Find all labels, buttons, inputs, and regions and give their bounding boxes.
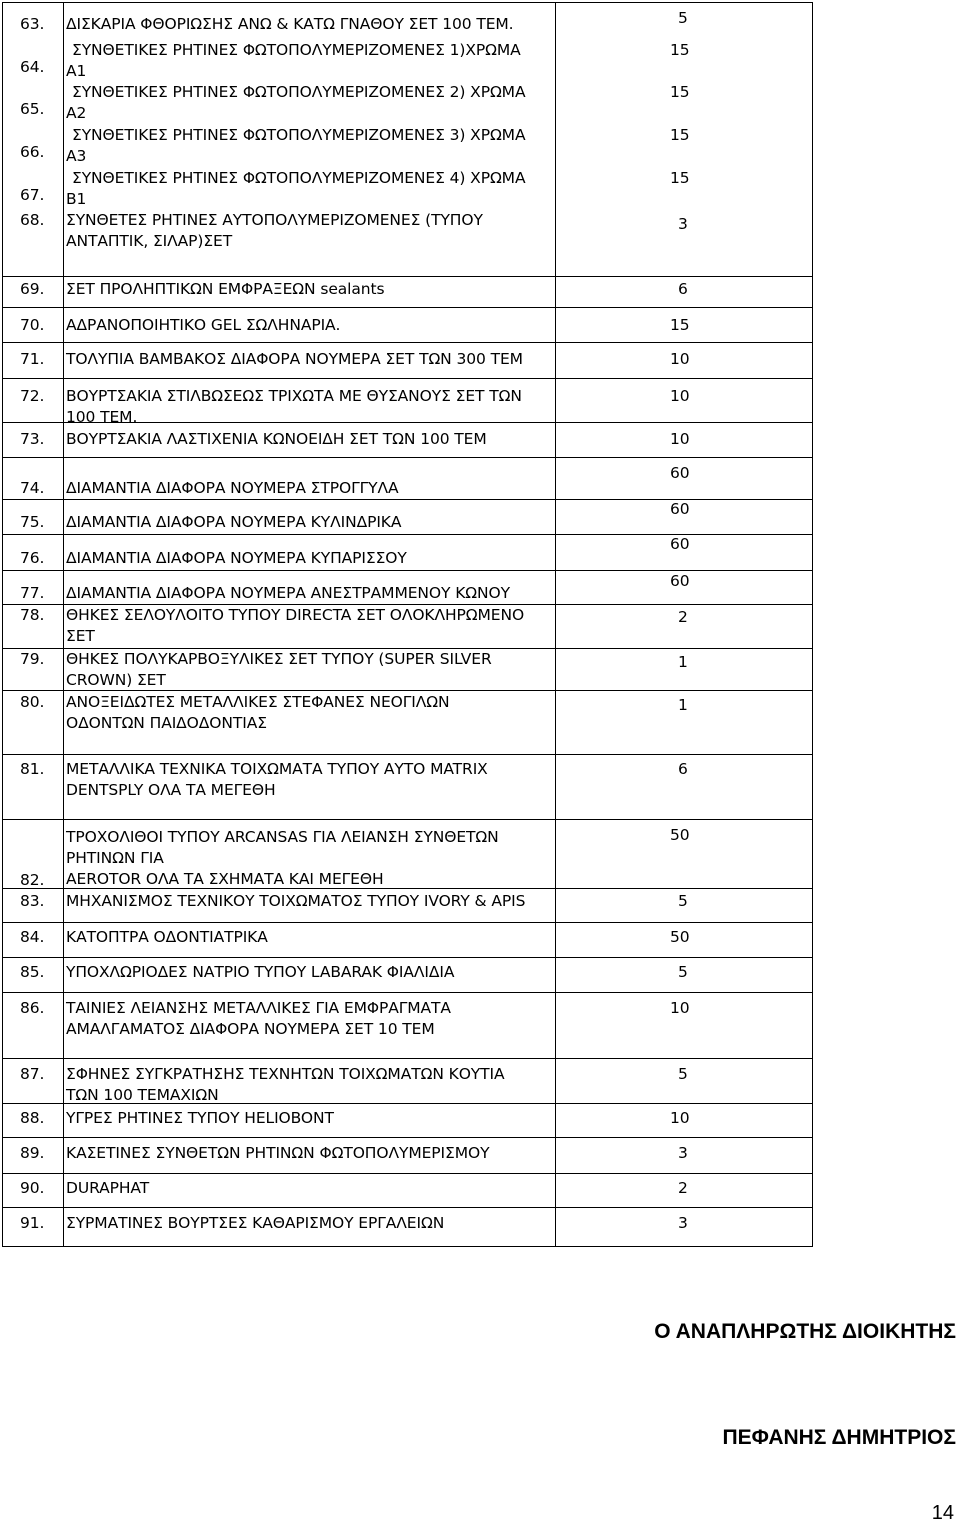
row-number: 81. <box>20 760 45 778</box>
row-quantity: 5 <box>678 892 688 910</box>
row-description: ΜΕΤΑΛΛΙΚΑ ΤΕΧΝΙΚΑ ΤΟΙΧΩΜΑΤΑ ΤΥΠΟΥ ΑΥΤΟ MATRIX <box>66 760 488 778</box>
row-description: ΤΡΟΧΟΛΙΘΟΙ ΤΥΠΟΥ ARCANSAS ΓΙΑ ΛΕΙΑΝΣΗ ΣΥΝΘΕΤΩΝ <box>66 828 499 846</box>
row-quantity: 10 <box>670 387 690 405</box>
row-description: ΔΙΣΚΑΡΙΑ ΦΘΟΡΙΩΣΗΣ ΑΝΩ & ΚΑΤΩ ΓΝΑΘΟΥ ΣΕΤ 100 ΤΕΜ. <box>66 15 514 33</box>
row-description: ΣΥΡΜΑΤΙΝΕΣ ΒΟΥΡΤΣΕΣ ΚΑΘΑΡΙΣΜΟΥ ΕΡΓΑΛΕΙΩΝ <box>66 1214 445 1232</box>
row-description: Α1 <box>66 62 87 80</box>
row-quantity: 5 <box>678 9 688 27</box>
row-description: ΔΙΑΜΑΝΤΙΑ ΔΙΑΦΟΡΑ ΝΟΥΜΕΡΑ ΣΤΡΟΓΓΥΛΑ <box>66 479 399 497</box>
row-quantity: 2 <box>678 608 688 626</box>
row-quantity: 2 <box>678 1179 688 1197</box>
row-description: DENTSPLY ΟΛΑ ΤΑ ΜΕΓΕΘΗ <box>66 781 276 799</box>
row-quantity: 3 <box>678 1214 688 1232</box>
row-quantity: 15 <box>670 316 690 334</box>
row-description: ΣΥΝΘΕΤΕΣ ΡΗΤΙΝΕΣ ΑΥΤΟΠΟΛΥΜΕΡΙΖΟΜΕΝΕΣ (ΤΥΠΟΥ <box>66 211 483 229</box>
row-description: 100 ΤΕΜ. <box>66 408 138 426</box>
row-quantity: 60 <box>670 464 690 482</box>
row-number: 67. <box>20 186 45 204</box>
row-quantity: 60 <box>670 500 690 518</box>
row-number: 86. <box>20 999 45 1017</box>
signature-name <box>722 1426 956 1450</box>
row-description: ΚΑΣΕΤΙΝΕΣ ΣΥΝΘΕΤΩΝ ΡΗΤΙΝΩΝ ΦΩΤΟΠΟΛΥΜΕΡΙΣΜΟΥ <box>66 1144 490 1162</box>
row-description: ΘΗΚΕΣ ΠΟΛΥΚΑΡΒΟΞΥΛΙΚΕΣ ΣΕΤ ΤΥΠΟΥ (SUPER SILVER <box>66 650 492 668</box>
row-number: 90. <box>20 1179 45 1197</box>
row-quantity: 10 <box>670 999 690 1017</box>
row-quantity: 15 <box>670 169 690 187</box>
row-quantity: 3 <box>678 215 688 233</box>
row-description: ΑΝΤΑΠΤΙΚ, ΣΙΛΑΡ)ΣΕΤ <box>66 232 233 250</box>
row-description: ΑΝΟΞΕΙΔΩΤΕΣ ΜΕΤΑΛΛΙΚΕΣ ΣΤΕΦΑΝΕΣ ΝΕΟΓΙΛΩΝ <box>66 693 450 711</box>
row-quantity: 50 <box>670 928 690 946</box>
row-description: ΣΕΤ <box>66 627 95 645</box>
row-number: 88. <box>20 1109 45 1127</box>
row-number: 75. <box>20 513 45 531</box>
row-quantity: 10 <box>670 350 690 368</box>
row-number: 73. <box>20 430 45 448</box>
row-description: CROWN) ΣΕΤ <box>66 671 166 689</box>
row-number: 70. <box>20 316 45 334</box>
row-description: ΣΕΤ ΠΡΟΛΗΠΤΙΚΩΝ ΕΜΦΡΑΞΕΩΝ sealants <box>66 280 385 298</box>
row-description: ΣΥΝΘΕΤΙΚΕΣ ΡΗΤΙΝΕΣ ΦΩΤΟΠΟΛΥΜΕΡΙΖΟΜΕΝΕΣ 3) ΧΡΩΜΑ <box>72 126 526 144</box>
row-number: 72. <box>20 387 45 405</box>
signature-title <box>654 1320 956 1344</box>
row-number: 64. <box>20 58 45 76</box>
row-quantity: 60 <box>670 535 690 553</box>
row-number: 68. <box>20 211 45 229</box>
row-description: Α2 <box>66 104 87 122</box>
row-number: 83. <box>20 892 45 910</box>
row-description: ΒΟΥΡΤΣΑΚΙΑ ΛΑΣΤΙΧΕΝΙΑ ΚΩΝΟΕΙΔΗ ΣΕΤ ΤΩΝ 100 ΤΕΜ <box>66 430 487 448</box>
row-description: Β1 <box>66 190 87 208</box>
row-description: ΑΜΑΛΓΑΜΑΤΟΣ ΔΙΑΦΟΡΑ ΝΟΥΜΕΡΑ ΣΕΤ 10 ΤΕΜ <box>66 1020 435 1038</box>
row-quantity: 6 <box>678 760 688 778</box>
row-number: 79. <box>20 650 45 668</box>
row-description: ΜΗΧΑΝΙΣΜΟΣ ΤΕΧΝΙΚΟΥ ΤΟΙΧΩΜΑΤΟΣ ΤΥΠΟΥ IVORY & APIS <box>66 892 526 910</box>
row-number: 87. <box>20 1065 45 1083</box>
row-description: ΣΦΗΝΕΣ ΣΥΓΚΡΑΤΗΣΗΣ ΤΕΧΝΗΤΩΝ ΤΟΙΧΩΜΑΤΩΝ ΚΟΥΤΙΑ <box>66 1065 505 1083</box>
row-quantity: 10 <box>670 430 690 448</box>
row-number: 78. <box>20 606 45 624</box>
row-description: ΣΥΝΘΕΤΙΚΕΣ ΡΗΤΙΝΕΣ ΦΩΤΟΠΟΛΥΜΕΡΙΖΟΜΕΝΕΣ 1)ΧΡΩΜΑ <box>72 41 521 59</box>
row-quantity: 1 <box>678 653 688 671</box>
row-quantity: 3 <box>678 1144 688 1162</box>
row-quantity: 1 <box>678 696 688 714</box>
row-number: 71. <box>20 350 45 368</box>
row-number: 69. <box>20 280 45 298</box>
row-description: Α3 <box>66 147 87 165</box>
page-number: 14 <box>931 1502 954 1524</box>
row-number: 74. <box>20 479 45 497</box>
row-description: ΔΙΑΜΑΝΤΙΑ ΔΙΑΦΟΡΑ ΝΟΥΜΕΡΑ ΑΝΕΣΤΡΑΜΜΕΝΟΥ ΚΩΝΟΥ <box>66 584 510 602</box>
row-description: ΔΙΑΜΑΝΤΙΑ ΔΙΑΦΟΡΑ ΝΟΥΜΕΡΑ ΚΥΠΑΡΙΣΣΟΥ <box>66 549 407 567</box>
row-quantity: 6 <box>678 280 688 298</box>
row-description: ΚΑΤΟΠΤΡΑ ΟΔΟΝΤΙΑΤΡΙΚΑ <box>66 928 268 946</box>
signature-name-text: ΠΕΦΑΝΗΣ ΔΗΜΗΤΡΙΟΣ <box>722 1426 956 1449</box>
row-description: ΘΗΚΕΣ ΣΕΛΟΥΛΟΙΤΟ ΤΥΠΟΥ DIRECTA ΣΕΤ ΟΛΟΚΛΗΡΩΜΕΝΟ <box>66 606 525 624</box>
row-quantity: 15 <box>670 126 690 144</box>
row-description: ΥΓΡΕΣ ΡΗΤΙΝΕΣ ΤΥΠΟΥ HELIOBONT <box>66 1109 334 1127</box>
row-number: 89. <box>20 1144 45 1162</box>
row-number: 80. <box>20 693 45 711</box>
row-quantity: 10 <box>670 1109 690 1127</box>
signature-title-text: Ο ΑΝΑΠΛΗΡΩΤΗΣ ΔΙΟΙΚΗΤΗΣ <box>654 1320 956 1343</box>
row-number: 65. <box>20 100 45 118</box>
row-number: 76. <box>20 549 45 567</box>
row-description: ΟΔΟΝΤΩΝ ΠΑΙΔΟΔΟΝΤΙΑΣ <box>66 714 267 732</box>
row-description: ΤΟΛΥΠΙΑ ΒΑΜΒΑΚΟΣ ΔΙΑΦΟΡΑ ΝΟΥΜΕΡΑ ΣΕΤ ΤΩΝ 300 ΤΕΜ <box>66 350 523 368</box>
row-description: DURAPHAT <box>66 1179 150 1197</box>
row-quantity: 15 <box>670 41 690 59</box>
row-description: ΒΟΥΡΤΣΑΚΙΑ ΣΤΙΛΒΩΣΕΩΣ ΤΡΙΧΩΤΑ ΜΕ ΘΥΣΑΝΟΥΣ ΣΕΤ ΤΩΝ <box>66 387 522 405</box>
row-description: AEROTOR ΟΛΑ ΤΑ ΣΧΗΜΑΤΑ ΚΑΙ ΜΕΓΕΘΗ <box>66 870 384 888</box>
row-description: ΤΑΙΝΙΕΣ ΛΕΙΑΝΣΗΣ ΜΕΤΑΛΛΙΚΕΣ ΓΙΑ ΕΜΦΡΑΓΜΑΤΑ <box>66 999 451 1017</box>
row-quantity: 50 <box>670 826 690 844</box>
row-number: 63. <box>20 15 45 33</box>
row-description: ΡΗΤΙΝΩΝ ΓΙΑ <box>66 849 164 867</box>
row-description: ΤΩΝ 100 ΤΕΜΑΧΙΩΝ <box>66 1086 219 1104</box>
row-description: ΣΥΝΘΕΤΙΚΕΣ ΡΗΤΙΝΕΣ ΦΩΤΟΠΟΛΥΜΕΡΙΖΟΜΕΝΕΣ 4) ΧΡΩΜΑ <box>72 169 526 187</box>
row-number: 91. <box>20 1214 45 1232</box>
row-quantity: 5 <box>678 1065 688 1083</box>
row-quantity: 60 <box>670 572 690 590</box>
row-number: 84. <box>20 928 45 946</box>
row-number: 82. <box>20 871 45 889</box>
row-number: 85. <box>20 963 45 981</box>
row-quantity: 15 <box>670 83 690 101</box>
row-quantity: 5 <box>678 963 688 981</box>
row-number: 77. <box>20 584 45 602</box>
row-description: ΔΙΑΜΑΝΤΙΑ ΔΙΑΦΟΡΑ ΝΟΥΜΕΡΑ ΚΥΛΙΝΔΡΙΚΑ <box>66 513 402 531</box>
row-number: 66. <box>20 143 45 161</box>
row-description: ΑΔΡΑΝΟΠΟΙΗΤΙΚΟ GEL ΣΩΛΗΝΑΡΙΑ. <box>66 316 341 334</box>
row-description: ΣΥΝΘΕΤΙΚΕΣ ΡΗΤΙΝΕΣ ΦΩΤΟΠΟΛΥΜΕΡΙΖΟΜΕΝΕΣ 2) ΧΡΩΜΑ <box>72 83 526 101</box>
row-description: ΥΠΟΧΛΩΡΙΟΔΕΣ ΝΑΤΡΙΟ ΤΥΠΟΥ LABARAK ΦΙΑΛΙΔΙΑ <box>66 963 455 981</box>
